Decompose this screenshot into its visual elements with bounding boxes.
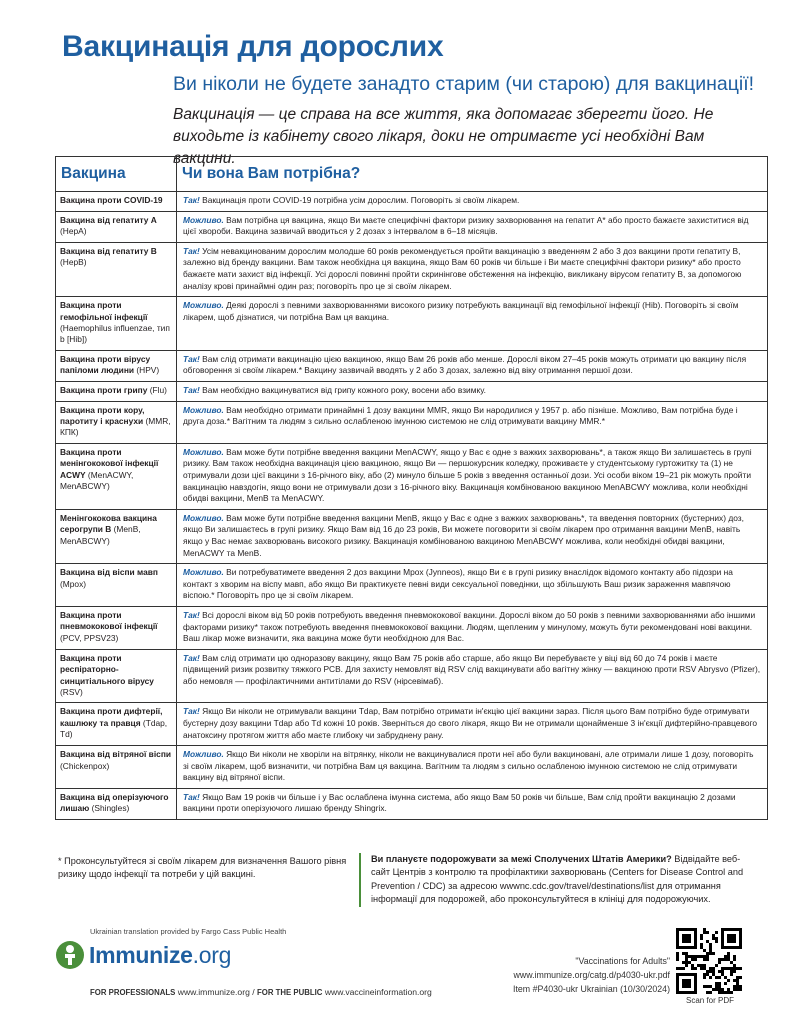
- vaccine-name: Менінгококова вакцина серогрупи В: [60, 512, 157, 535]
- vaccine-name: Вакцина проти менінгококової інфекції ACWY: [60, 446, 159, 480]
- vaccine-name: Вакцина проти респіраторно-синцитіального вірусу: [60, 652, 154, 686]
- vaccine-name: Вакцина проти гемофільної інфекції: [60, 300, 148, 322]
- vaccine-name: Вакцина від оперізуючого лишаю: [60, 791, 169, 814]
- vaccine-need-cell: [177, 443, 768, 509]
- vaccine-name-cell: [56, 242, 177, 296]
- need-answer: Можливо.: [183, 512, 224, 523]
- vaccine-name-cell: [56, 401, 177, 443]
- vaccine-table-container: [55, 156, 768, 820]
- vaccine-name-cell: [56, 192, 177, 212]
- page-subtitle: Ви ніколи не будете занадто старим (чи старою) для вакцинації!: [173, 73, 755, 95]
- table-body: [56, 192, 768, 820]
- need-answer: Так!: [183, 195, 200, 205]
- vaccine-name: Вакцина від вітряної віспи: [60, 749, 172, 760]
- item-info: [480, 954, 670, 996]
- table-row: [56, 606, 768, 649]
- public-label: FOR THE PUBLIC: [257, 988, 323, 997]
- vaccine-name: Вакцина проти дифтерії, кашлюку та правця: [60, 706, 163, 728]
- vaccine-name-cell: [56, 788, 177, 819]
- vaccine-name: Вакцина проти пневмококової інфекції: [60, 609, 158, 632]
- link-separator: /: [252, 987, 255, 997]
- vaccine-name: Вакцина проти вірусу папіломи людини: [60, 353, 151, 376]
- travel-question: Ви плануєте подорожувати за межі Сполучених Штатів Америки?: [371, 854, 672, 864]
- vaccine-abbrev: (HPV): [134, 365, 160, 376]
- vaccine-name: Вакцина проти кору, паротиту і краснухи: [60, 404, 145, 426]
- need-answer: Так!: [183, 245, 200, 256]
- vaccine-abbrev: (Chickenpox): [60, 760, 110, 771]
- vaccine-name-cell: [56, 211, 177, 242]
- vaccine-table: [55, 156, 768, 820]
- vaccine-name: Вакцина проти COVID-19: [60, 195, 163, 205]
- vaccine-name: Вакцина від гепатиту В: [60, 245, 157, 256]
- vaccine-name-cell: [56, 509, 177, 563]
- vaccine-abbrev: (MMR, КПК): [60, 415, 171, 438]
- table-row: [56, 192, 768, 212]
- vaccine-name-cell: [56, 746, 177, 789]
- vaccine-need-cell: [177, 401, 768, 443]
- vaccine-name-cell: [56, 606, 177, 649]
- need-answer: Можливо.: [183, 300, 224, 311]
- table-row: [56, 443, 768, 509]
- vaccine-need-cell: [177, 703, 768, 746]
- pro-label: FOR PROFESSIONALS: [90, 988, 176, 997]
- footer-links: [90, 987, 432, 997]
- table-row: [56, 297, 768, 351]
- table-row: [56, 788, 768, 819]
- vaccine-name: Вакцина проти грипу: [60, 384, 148, 395]
- vaccine-need-cell: [177, 564, 768, 607]
- need-answer: Можливо.: [183, 446, 224, 457]
- vaccine-need-cell: [177, 192, 768, 212]
- vaccine-need-cell: [177, 649, 768, 703]
- vaccine-abbrev: (RSV): [60, 686, 83, 697]
- page-title: Вакцинація для дорослих: [62, 30, 444, 63]
- logo-text-org: .org: [192, 941, 232, 968]
- need-text: Вам слід отримати цю одноразову вакцину, якщо Вам 75 років або старше, або якщо Ви перебуваєте у віці від 60 до 74 років і маєте підвищений ризик розвитку тяжкого РСВ. Для захисту немовлят від RSV слід вакцинувати або вагітну жінку — вакциною проти RSV Abrysvo (Pfizer), або немовля — профілактичними антитілами до RSV (нірсевімаб).: [183, 652, 761, 686]
- need-answer: Можливо.: [183, 404, 224, 415]
- need-text: Вам необхідно отримати принаймні 1 дозу вакцини MMR, якщо Ви народилися у 1957 р. або пізніше. Можливо, Вам потрібна буде і друга доза.* Вагітним та людям з сильно ослабленою імунною системою не слід отримувати вакцину MMR.*: [183, 404, 738, 427]
- need-text: Вам потрібна ця вакцина, якщо Ви маєте специфічні фактори ризику захворювання на гепатит A* або просто бажаєте захиститися від цієї хвороби. Вакцина зазвичай вводиться у 2 дозах з інтервалом в 6–18 місяців.: [183, 214, 749, 237]
- need-text: Вакцинація проти COVID-19 потрібна усім дорослим. Поговоріть зі своїм лікарем.: [199, 195, 520, 205]
- vaccine-need-cell: [177, 381, 768, 401]
- vaccine-abbrev: (PCV, PPSV23): [60, 632, 119, 643]
- table-header-row: [56, 157, 768, 192]
- vaccine-need-cell: [177, 350, 768, 381]
- need-answer: Так!: [183, 609, 200, 620]
- qr-code-icon[interactable]: [676, 928, 742, 994]
- table-row: [56, 381, 768, 401]
- vaccine-abbrev: (HepA): [60, 226, 87, 236]
- doc-title: "Vaccinations for Adults": [575, 956, 670, 966]
- table-row: [56, 509, 768, 563]
- col-header-vaccine: Вакцина: [56, 157, 177, 192]
- need-answer: Так!: [183, 706, 200, 717]
- immunize-logo[interactable]: [55, 936, 231, 974]
- need-text: Деякі дорослі з певними захворюваннями високого ризику потребують вакцинації від гемофільної інфекції (Hib). Поговоріть зі своїм лікарем, щоб дізнатися, чи потрібна Вам ця вакцина.: [183, 300, 739, 322]
- immunize-logo-icon: [55, 940, 85, 970]
- vaccine-need-cell: [177, 606, 768, 649]
- table-row: [56, 746, 768, 789]
- table-row: [56, 703, 768, 746]
- col-header-need: Чи вона Вам потрібна?: [177, 157, 768, 192]
- vaccine-abbrev: (Flu): [147, 384, 167, 395]
- need-answer: Так!: [183, 652, 200, 663]
- footnote: * Проконсультуйтеся зі своїм лікарем для визначення Вашого рівня ризику щодо інфекції та потреби у цій вакцині.: [58, 856, 347, 879]
- vaccine-name: Вакцина від гепатиту А: [60, 214, 157, 225]
- logo-wordmark: [89, 942, 231, 969]
- need-answer: Можливо.: [183, 749, 224, 760]
- table-row: [56, 649, 768, 703]
- need-text: Усім невакцинованим дорослим молодше 60 років рекомендується пройти вакцинацію з введенням 2 або 3 доз вакцини проти гепатиту B, залежно від бренду вакцини. Вам також необхідна ця вакцина, якщо Вам 60 років чи більше і Ви маєте специфічні фактори ризику* або просто бажаєте мати захист від інфекції. Усі дорослі повинні пройти скринінгове обстеження на інфекцію, викликану вірусом гепатиту B, за допомогою аналізу крові принаймні один раз; поговоріть про це зі своїм лікарем.: [183, 245, 742, 291]
- vaccine-abbrev: (MenACWY, MenABCWY): [60, 469, 134, 491]
- need-text: Вам може бути потрібне введення вакцини MenB, якщо у Вас є одне з важких захворювань*, та введення повторних (бустерних) доз, якщо Ви залишаєтесь в групі ризику. Якщо Вам від 16 до 23 років, Ви можете поговорити зі своїм лікарем про отримання вакцини MenB, навіть якщо у Вас немає захворювань високого ризику. Вакцинація комбінованою вакциною MenABCWY можлива, коли необхідні обидві вакцини, MenACWY та MenB.: [183, 512, 744, 558]
- need-text: Якщо Ви ніколи не хворіли на вітрянку, ніколи не вакцинувалися проти неї або були вакциновані, але отримали лише 1 дозу, поговоріть зі своїм лікарем, щоб визначити, чи потрібна Вам ця вакцина. Вагітним та людям з сильно ослабленою імунною системою не слід отримувати вакцину від вітряної віспи.: [183, 749, 754, 783]
- vaccine-need-cell: [177, 211, 768, 242]
- need-answer: Так!: [183, 353, 200, 364]
- table-row: [56, 564, 768, 607]
- need-answer: Так!: [183, 384, 200, 395]
- item-number: Item #P4030-ukr Ukrainian (10/30/2024): [513, 984, 670, 994]
- need-text: Вам необхідно вакцинуватися від грипу кожного року, восени або взимку.: [199, 384, 486, 395]
- need-answer: Можливо.: [183, 214, 224, 225]
- vaccine-need-cell: [177, 297, 768, 351]
- vaccine-need-cell: [177, 746, 768, 789]
- vaccine-name-cell: [56, 350, 177, 381]
- travel-text: Відвідайте веб-сайт Центрів з контролю та профілактики захворювань (Centers for Disease Control and Prevention / CDC) за адресою wwwnc.cdc.gov/travel/destinations/list для отримання інформації для подорожей, або проконсультуйтеся в клініці для подорожуючих.: [371, 854, 744, 905]
- vaccine-need-cell: [177, 509, 768, 563]
- pro-link[interactable]: www.immunize.org: [177, 987, 250, 997]
- table-row: [56, 350, 768, 381]
- vaccine-abbrev: (Shingles): [89, 803, 130, 814]
- vaccine-need-cell: [177, 242, 768, 296]
- vaccine-name-cell: [56, 381, 177, 401]
- table-row: [56, 242, 768, 296]
- scan-label: Scan for PDF: [686, 996, 735, 1005]
- need-text: Вам слід отримати вакцинацію цією вакциною, якщо Вам 26 років або менше. Дорослі віком 27–45 років можуть отримати цю вакцину після обговорення зі своїм лікарем.* Вакцину зазвичай вводять у 2 або 3 дозах, залежно від віку отримання першої дози.: [183, 353, 747, 376]
- need-answer: Так!: [183, 791, 200, 802]
- vaccine-name-cell: [56, 649, 177, 703]
- travel-info-box: [359, 853, 749, 907]
- vaccine-name: Вакцина від віспи мавп: [60, 567, 158, 578]
- vaccine-abbrev: (HepB): [60, 257, 87, 268]
- need-text: Ви потребуватимете введення 2 доз вакцини Mpox (Jynneos), якщо Ви є в групі ризику внаслідок відомого контакту або підозри на контакт з хворим на віспу мавп, або якщо Ви практикуєте певні види сексуальної поведінки, що збільшують Ваш ризик зараження мавпячою віспою.* Поговоріть про це зі своїм лікарем.: [183, 567, 733, 601]
- public-link[interactable]: www.vaccineinformation.org: [324, 987, 432, 997]
- vaccine-name-cell: [56, 703, 177, 746]
- need-text: Якщо Ви ніколи не отримували вакцини Tdap, Вам потрібно отримати ін'єкцію цієї вакцини зараз. Після цього Вам потрібно буде отримувати бустерну дозу вакцини Tdap або Td кожні 10 років. Зверніться до свого лікаря, якщо Ви не отримали щонайменше 3 ін'єкції дифтерійно-правцевого анатоксину протягом життя або маєте глибоку чи забруднену рану.: [183, 706, 758, 740]
- intro-text: Вакцинація — це справа на все життя, яка допомагає зберегти його. Не виходьте із кабінету свого лікаря, доки не отримаєте усі необхідні Вам вакцини.: [173, 106, 714, 167]
- vaccine-name-cell: [56, 297, 177, 351]
- need-text: Якщо Вам 19 років чи більше і у Вас ослаблена імунна система, або якщо Вам 50 років чи більше, Вам слід пройти вакцинацію 2 дозами вакцини проти оперізуючого лишаю бренду Shingrix.: [183, 791, 736, 814]
- logo-text-main: Immunize: [89, 941, 193, 968]
- table-row: [56, 401, 768, 443]
- vaccine-abbrev: (Haemophilus influenzae, тип b [Hib]): [60, 322, 170, 345]
- doc-url[interactable]: www.immunize.org/catg.d/p4030-ukr.pdf: [513, 970, 670, 980]
- vaccine-abbrev: (Mpox): [60, 578, 87, 589]
- need-text: Вам може бути потрібне введення вакцини MenACWY, якщо у Вас є одне з важких захворювань*, а також якщо Ви залишаєтесь в групі ризику. Вам також необхідна вакцинація цією вакциною, якщо Ви — першокурсник коледжу, проживаєте у студентському гуртожитку та (1) не отримували дози цієї вакцини з 16-річного віку, або (2) минуло більше 5 років з введення останньої дози. Усі особи віком 19–21 рік можуть пройти вакцинацію навздогін, якщо вони не отримували дози з 16-річного віку. Вакцинація комбінованою вакциною MenABCWY можлива, коли необхідні обидві вакцини, MenB та MenACWY.: [183, 446, 752, 504]
- need-answer: Можливо.: [183, 567, 224, 578]
- vaccine-name-cell: [56, 564, 177, 607]
- vaccine-need-cell: [177, 788, 768, 819]
- vaccine-name-cell: [56, 443, 177, 509]
- table-row: [56, 211, 768, 242]
- vaccine-abbrev: (MenB, MenABCWY): [60, 524, 141, 546]
- need-text: Всі дорослі віком від 50 років потребують введення пневмококової вакцини. Дорослі віком до 50 років з певними захворюваннями або іншими факторами ризику* також потребують введення пневмококової вакцини. Людям, щепленим у минулому, можуть бути рекомендовані нові вакцини. Ваш лікар може визначити, яка вакцина може бути необхідною для Вас.: [183, 609, 756, 644]
- translation-credit: Ukrainian translation provided by Fargo Cass Public Health: [90, 927, 287, 936]
- vaccine-abbrev: (Tdap, Td): [60, 717, 168, 740]
